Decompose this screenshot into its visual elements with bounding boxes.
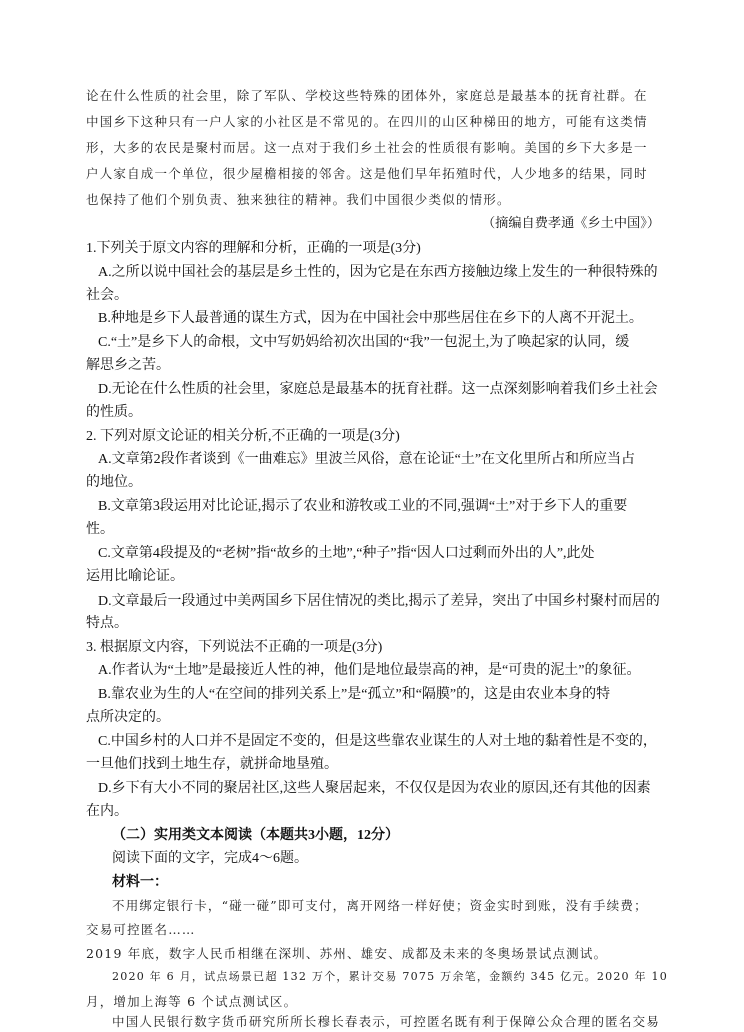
section-2-instruction: 阅读下面的文字，完成4～6题。 xyxy=(112,851,308,866)
question-1-option-c-cont: 解思乡之苦。 xyxy=(86,358,170,373)
question-2-option-d-cont: 特点。 xyxy=(86,616,128,631)
material-1-line-5: 月，增加上海等 6 个试点测试区。 xyxy=(86,994,298,1009)
passage-line-1: 论在什么性质的社会里，除了军队、学校这些特殊的团体外，家庭总是最基本的抚育社群。在 xyxy=(86,88,648,103)
question-1-option-d-cont: 的性质。 xyxy=(86,405,142,420)
question-1-option-a: A.之所以说中国社会的基层是乡土性的，因为它是在东西方接触边缘上发生的一种很特殊的 xyxy=(98,265,658,280)
question-1-option-b: B.种地是乡下人最普通的谋生方式，因为在中国社会中那些居住在乡下的人离不开泥土。 xyxy=(98,311,643,326)
question-3-stem: 3. 根据原文内容，下列说法不正确的一项是(3分) xyxy=(86,640,383,655)
passage-line-5: 也保持了他们个别负责、独来独往的精神。我们中国很少类似的情形。 xyxy=(86,192,511,207)
question-1-option-a-cont: 社会。 xyxy=(86,288,128,303)
material-1-line-3: 2019 年底，数字人民币相继在深圳、苏州、雄安、成都及未来的冬奥场景试点测试。 xyxy=(86,946,608,961)
question-2-option-c: C.文章第4段提及的“老树”指“故乡的土地”,“种子”指“因人口过剩而外出的人”,此处 xyxy=(98,546,595,561)
question-3-option-c: C.中国乡村的人口并不是固定不变的，但是这些靠农业谋生的人对土地的黏着性是不变的， xyxy=(98,734,657,749)
material-1-line-6: 中国人民银行数字货币研究所所长穆长春表示，可控匿名既有利于保障公众合理的匿名交易 xyxy=(112,1014,661,1029)
question-1-option-c: C.“土”是乡下人的命根，文中写奶妈给初次出国的“我”一包泥土,为了唤起家的认同，缓 xyxy=(98,335,630,350)
question-3-option-b: B.靠农业为生的人“在空间的排列关系上”是“孤立”和“隔膜”的，这是由农业本身的特 xyxy=(98,687,611,702)
question-2-option-b-cont: 性。 xyxy=(86,522,114,537)
question-3-option-c-cont: 一旦他们找到土地生存，就拼命地垦殖。 xyxy=(86,757,338,772)
material-1-line-2: 交易可控匿名…… xyxy=(86,922,196,937)
question-3-option-a: A.作者认为“土地”是最接近人性的神，他们是地位最崇高的神，是“可贵的泥土”的象征。 xyxy=(98,663,641,678)
material-1-line-4: 2020 年 6 月，试点场景已超 132 万个，累计交易 7075 万余笔，金额约 345 亿元。2020 年 10 xyxy=(112,970,668,983)
question-3-option-b-cont: 点所决定的。 xyxy=(86,710,170,725)
question-2-option-d: D.文章最后一段通过中美两国乡下居住情况的类比,揭示了差异，突出了中国乡村聚村而居的 xyxy=(98,594,660,609)
material-1-line-1: 不用绑定银行卡，“碰一碰”即可支付，离开网络一样好使；资金实时到账，没有手续费； xyxy=(112,898,648,913)
question-2-stem: 2. 下列对原文论证的相关分析,不正确的一项是(3分) xyxy=(86,429,400,444)
passage-line-4: 户人家自成一个单位，很少屋檐相接的邻舍。这是他们早年拓殖时代，人少地多的结果，同时 xyxy=(86,166,648,181)
question-1-option-d: D.无论在什么性质的社会里，家庭总是最基本的抚育社群。这一点深刻影响着我们乡土社会 xyxy=(98,382,658,397)
question-2-option-a: A.文章第2段作者谈到《一曲难忘》里波兰风俗，意在论证“土”在文化里所占和所应当占 xyxy=(98,452,636,467)
passage-line-2: 中国乡下这种只有一户人家的小社区是不常见的。在四川的山区种梯田的地方，可能有这类情 xyxy=(86,114,648,129)
question-3-option-d-cont: 在内。 xyxy=(86,804,128,819)
material-1-title: 材料一： xyxy=(112,875,168,890)
question-2-option-a-cont: 的地位。 xyxy=(86,475,142,490)
section-2-heading: （二）实用类文本阅读（本题共3小题，12分） xyxy=(112,828,399,843)
question-1-stem: 1.下列关于原文内容的理解和分析，正确的一项是(3分) xyxy=(86,241,421,256)
question-2-option-b: B.文章第3段运用对比论证,揭示了农业和游牧或工业的不同,强调“土”对于乡下人的重要 xyxy=(98,499,628,514)
passage-line-3: 形，大多的农民是聚村而居。这一点对于我们乡土社会的性质很有影响。美国的乡下大多是一 xyxy=(86,140,648,155)
source-citation: （摘编自费孝通《乡土中国》） xyxy=(482,215,661,230)
question-3-option-d: D.乡下有大小不同的聚居社区,这些人聚居起来，不仅仅是因为农业的原因,还有其他的因素 xyxy=(98,781,651,796)
question-2-option-c-cont: 运用比喻论证。 xyxy=(86,569,184,584)
